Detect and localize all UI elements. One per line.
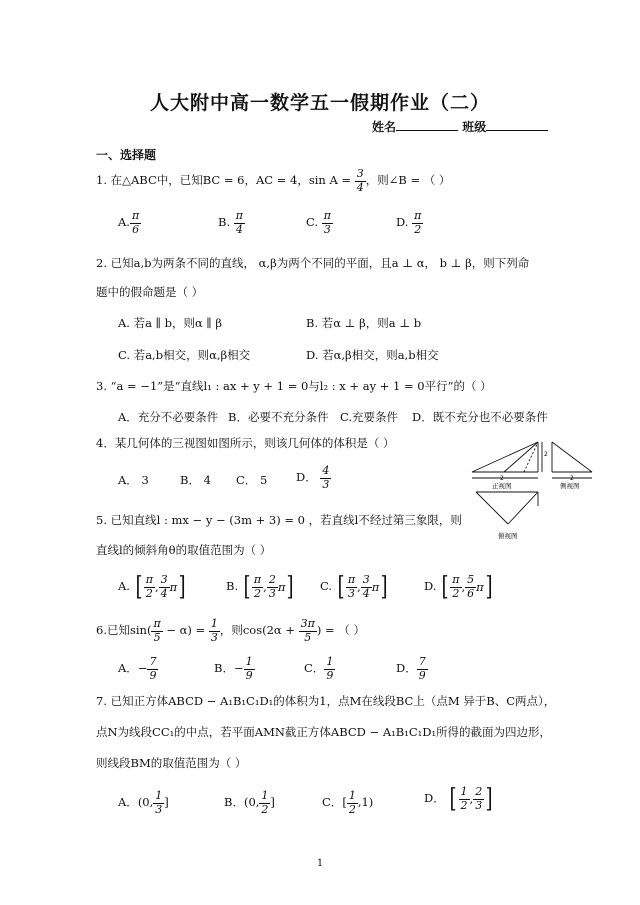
q4-option-d[interactable]: D． $\frac{4}{3}$ — [296, 464, 330, 491]
front-view-drawing — [472, 442, 542, 478]
side-view-drawing — [552, 442, 592, 478]
q2-option-d[interactable]: D. 若α,β相交，则a,b相交 — [306, 348, 439, 362]
q7-option-d[interactable]: D． [ $\frac{1}{2}$ , $\frac{2}{3}$ ] — [424, 784, 493, 815]
top-view-label: 俯视图 — [498, 532, 518, 540]
front-view-dim: 2 — [544, 451, 548, 458]
top-view-drawing — [476, 492, 538, 524]
name-label: 姓名 — [372, 120, 397, 134]
section-heading: 一、选择题 — [96, 148, 157, 162]
q2-line-1: 2. 已知a,b为两条不同的直线， α,β为两个不同的平面，且a ⊥ α， b ⊥ β，则下列命 — [96, 256, 530, 270]
front-base-dim: 2 — [500, 475, 504, 482]
q3-text: 3. “a = −1”是“直线l₁ : ax + y + 1 = 0与l₂ : x + ay + 1 = 0平行”的（ ） — [96, 379, 492, 393]
q1-option-b[interactable]: B. $\frac{\pi}{4}$ — [218, 209, 243, 236]
q2-option-a[interactable]: A. 若a ∥ b，则α ∥ β — [118, 316, 222, 330]
q2-option-b[interactable]: B. 若α ⊥ β，则a ⊥ b — [306, 316, 422, 330]
q3-option-c[interactable]: C.充要条件 — [340, 410, 399, 424]
q6-option-a[interactable]: A．− $\frac{7}{9}$ — [118, 655, 157, 682]
q7-line-1: 7. 已知正方体ABCD − A₁B₁C₁D₁的体积为1，点M在线段BC上（点M 异于B、C两点）， — [96, 694, 556, 708]
q7-line-3: 则线段BM的取值范围为（ ） — [96, 756, 247, 770]
q5-option-a[interactable]: A. [ $\frac{\pi}{2}$ , $\frac{3}{4}$ π ] — [118, 572, 186, 603]
front-view-label: 正视图 — [492, 482, 512, 490]
q3-option-d[interactable]: D．既不充分也不必要条件 — [412, 410, 548, 424]
q1-option-c[interactable]: C. $\frac{\pi}{3}$ — [306, 209, 331, 236]
q7-option-a[interactable]: A．(0, $\frac{1}{3}$ ] — [118, 789, 169, 816]
q7-option-b[interactable]: B．(0, $\frac{1}{2}$ ] — [224, 789, 275, 816]
q4-option-b[interactable]: B． 4 — [180, 473, 211, 487]
page-number: 1 — [316, 858, 324, 869]
name-blank[interactable] — [396, 119, 458, 131]
q6-option-c[interactable]: C． $\frac{1}{9}$ — [304, 655, 334, 682]
q6-option-b[interactable]: B．− $\frac{1}{9}$ — [214, 655, 253, 682]
q1-option-a[interactable]: A. $\frac{\pi}{6}$ — [118, 209, 140, 236]
q6-option-d[interactable]: D． $\frac{7}{9}$ — [396, 655, 426, 682]
q4-text: 4．某几何体的三视图如图所示，则该几何体的体积是（ ） — [96, 436, 395, 450]
q6-text: 6.已知sin( $\frac{\pi}{5}$ − α) = $\frac{1}{3}$ ，则cos(2α + $\frac{3\pi}{5}$ ) = （ ） — [96, 617, 365, 644]
q5-option-c[interactable]: C. [ $\frac{\pi}{3}$ , $\frac{3}{4}$ π ] — [320, 572, 388, 603]
q4-option-c[interactable]: C． 5 — [236, 473, 268, 487]
side-view-label: 侧视图 — [560, 482, 580, 490]
q1-option-d[interactable]: D. $\frac{\pi}{2}$ — [396, 209, 422, 236]
q3-option-b[interactable]: B．必要不充分条件 — [228, 410, 329, 424]
q2-line-2: 题中的假命题是（ ） — [96, 285, 204, 299]
q3-option-a[interactable]: A．充分不必要条件 — [118, 410, 219, 424]
class-blank[interactable] — [486, 119, 548, 131]
q5-line-2: 直线l的倾斜角θ的取值范围为（ ） — [96, 543, 272, 557]
question-1 — [96, 168, 450, 194]
class-label: 班级 — [462, 120, 487, 134]
side-base-dim: 2 — [570, 475, 574, 482]
q1-fraction: $\frac{3}{4}$ — [356, 167, 364, 194]
q5-option-d[interactable]: D. [ $\frac{\pi}{2}$ , $\frac{5}{6}$ π ] — [424, 572, 493, 603]
q1-text: 1. 在△ABC中，已知BC = 6，AC = 4，sin A = — [96, 173, 355, 188]
q5-line-1: 5. 已知直线l : mx − y − (3m + 3) = 0 ，若直线l不经过第三象限，则 — [96, 513, 462, 527]
q2-option-c[interactable]: C. 若a,b相交，则α,β相交 — [118, 348, 251, 362]
three-view-figure — [468, 436, 598, 546]
q7-option-c[interactable]: C．[ $\frac{1}{2}$ ,1) — [322, 789, 374, 816]
q5-option-b[interactable]: B. [ $\frac{\pi}{2}$ , $\frac{2}{3}$ π ] — [226, 572, 295, 603]
q1-tail: ，则∠B = （ ） — [365, 173, 451, 188]
page-title: 人大附中高一数学五一假期作业（二） — [149, 92, 490, 114]
name-class-line — [372, 118, 548, 135]
q7-line-2: 点N为线段CC₁的中点，若平面AMN截正方体ABCD − A₁B₁C₁D₁所得的截面为四边形， — [96, 725, 552, 739]
q4-option-a[interactable]: A． 3 — [118, 473, 149, 487]
